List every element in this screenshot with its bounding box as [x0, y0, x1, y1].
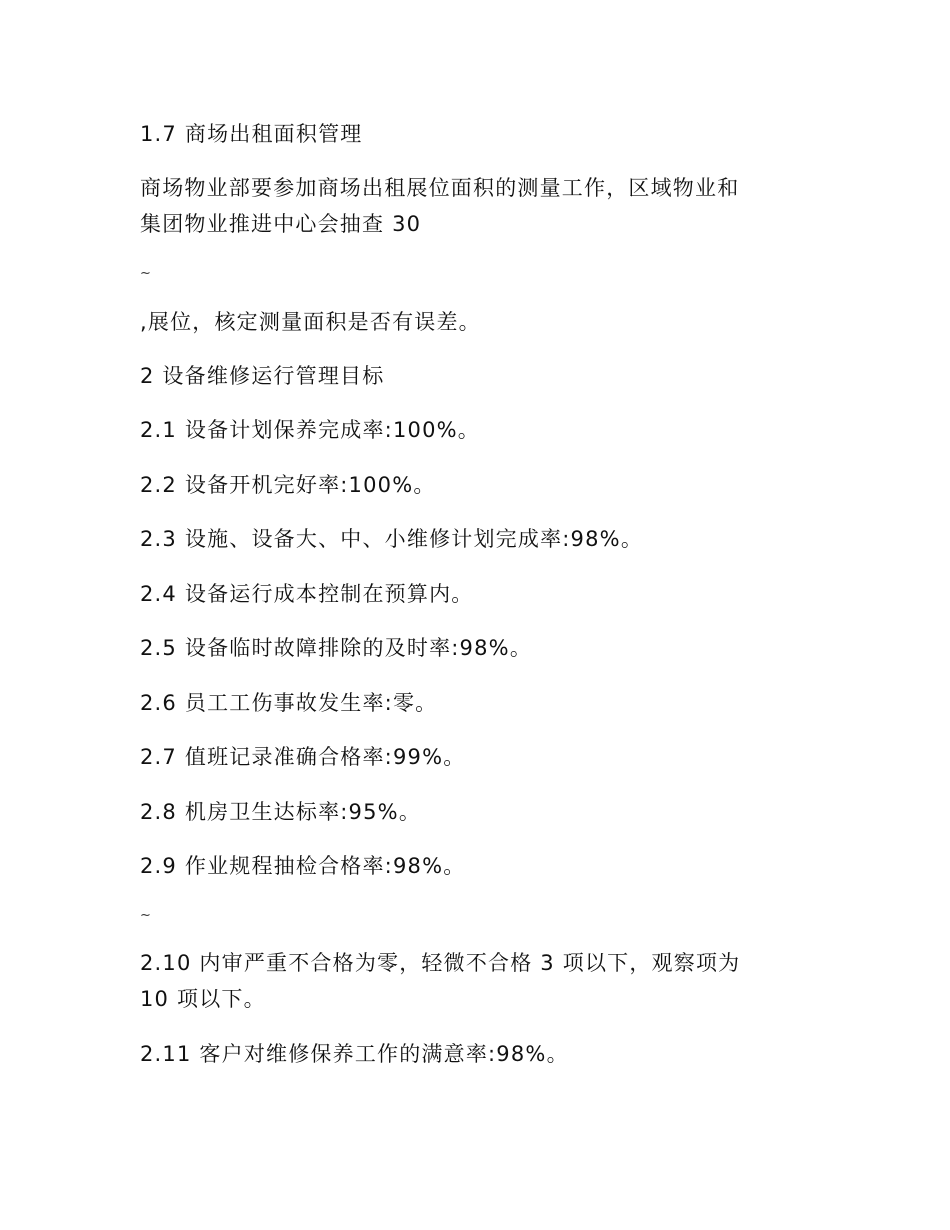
item-2-5: 2.5 设备临时故障排除的及时率:98%。: [140, 636, 533, 660]
item-2-10-line-1: 2.10 内审严重不合格为零，轻微不合格 3 项以下，观察项为: [140, 951, 741, 975]
item-2-2: 2.2 设备开机完好率:100%。: [140, 473, 436, 497]
item-2-6: 2.6 员工工伤事故发生率:零。: [140, 691, 438, 715]
section-1-7-body-continued: ,展位，核定测量面积是否有误差。: [140, 310, 481, 334]
item-2-8: 2.8 机房卫生达标率:95%。: [140, 800, 422, 824]
item-2-4: 2.4 设备运行成本控制在预算内。: [140, 582, 474, 606]
tilde-mark: ~: [140, 908, 151, 923]
item-2-10-line-2: 10 项以下。: [140, 987, 266, 1011]
item-2-3: 2.3 设施、设备大、中、小维修计划完成率:98%。: [140, 527, 644, 551]
item-2-1: 2.1 设备计划保养完成率:100%。: [140, 418, 480, 442]
item-2-9: 2.9 作业规程抽检合格率:98%。: [140, 854, 466, 878]
section-1-7-heading: 1.7 商场出租面积管理: [140, 122, 363, 146]
section-1-7-body-line-1: 商场物业部要参加商场出租展位面积的测量工作，区域物业和: [140, 176, 740, 200]
tilde-mark: ~: [140, 266, 151, 281]
section-2-heading: 2 设备维修运行管理目标: [140, 364, 385, 388]
section-1-7-body-line-2: 集团物业推进中心会抽查 30: [140, 212, 422, 236]
item-2-11: 2.11 客户对维修保养工作的满意率:98%。: [140, 1042, 569, 1066]
item-2-7: 2.7 值班记录准确合格率:99%。: [140, 745, 466, 769]
